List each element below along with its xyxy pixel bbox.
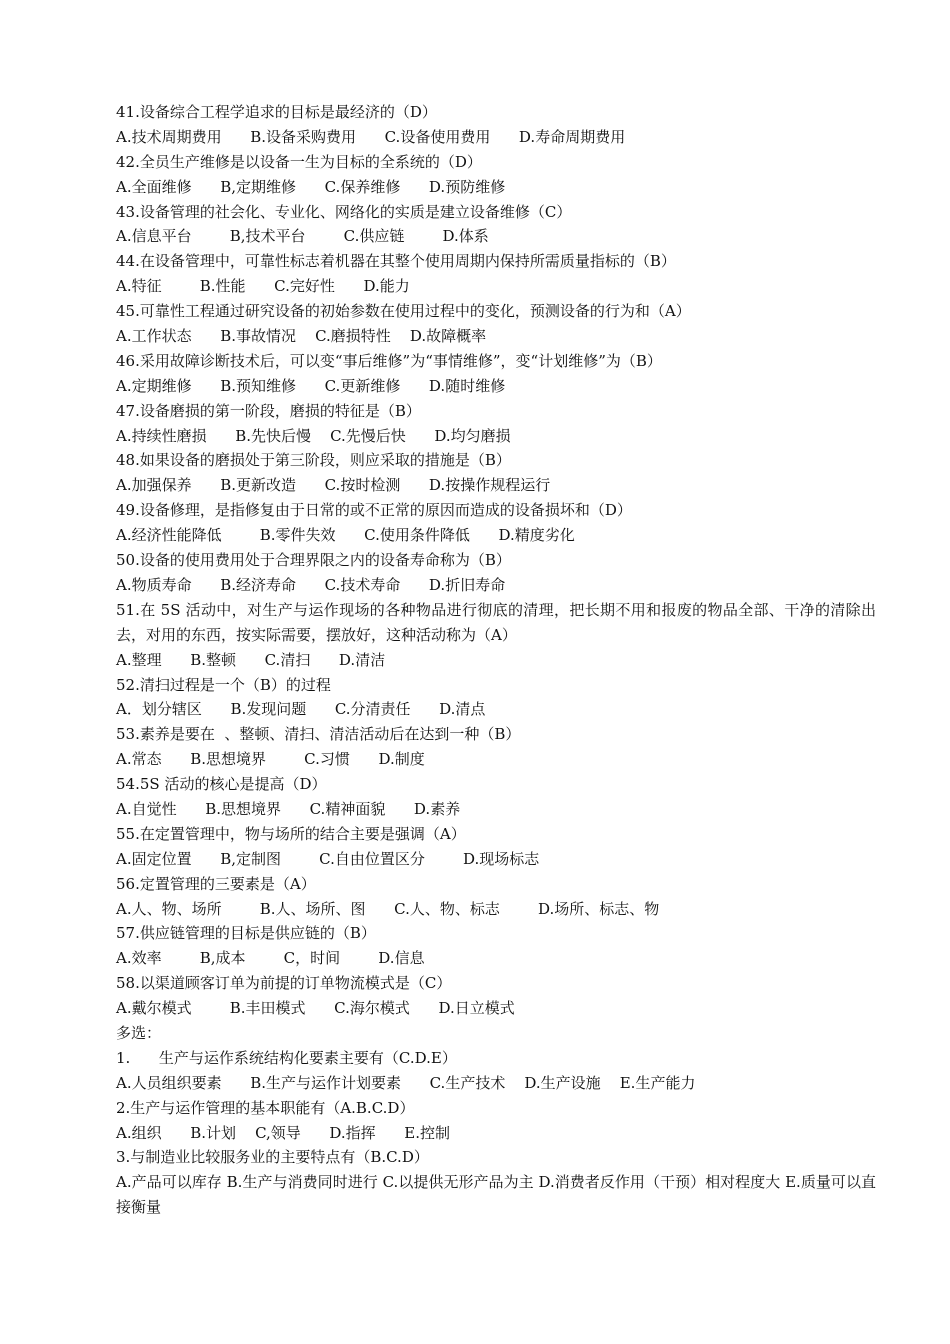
question-55: 55.在定置管理中，物与场所的结合主要是强调（A） [116, 824, 466, 843]
question-43: 43.设备管理的社会化、专业化、网络化的实质是建立设备维修（C） [116, 202, 572, 221]
multi-question-1: 1. 生产与运作系统结构化要素主要有（C.D.E） [116, 1048, 457, 1067]
options-44: A.特征 B.性能 C.完好性 D.能力 [116, 277, 410, 296]
options-45: A.工作状态 B.事故情况 C.磨损特性 D.故障概率 [116, 327, 487, 346]
section-heading-multiple-choice: 多选： [116, 1023, 162, 1042]
options-53: A.常态 B.思想境界 C.习惯 D.制度 [116, 750, 425, 769]
options-55: A.固定位置 B,定制图 C.自由位置区分 D.现场标志 [116, 849, 540, 868]
question-47: 47.设备磨损的第一阶段，磨损的特征是（B） [116, 401, 421, 420]
question-58: 58.以渠道顾客订单为前提的订单物流模式是（C） [116, 974, 452, 993]
options-52: A．划分辖区 B.发现问题 C.分清责任 D.清点 [116, 700, 486, 719]
options-58: A.戴尔模式 B.丰田模式 C.海尔模式 D.日立模式 [116, 999, 515, 1018]
question-50: 50.设备的使用费用处于合理界限之内的设备寿命称为（B） [116, 551, 511, 570]
document-page [116, 100, 876, 1220]
multi-question-2: 2.生产与运作管理的基本职能有（A.B.C.D） [116, 1098, 415, 1117]
options-57: A.效率 B,成本 C，时间 D.信息 [116, 949, 425, 968]
question-51: 51.在 5S 活动中，对生产与运作现场的各种物品进行彻底的清理，把长期不用和报废的物品全部、干净的清除出去，对用的东西，按实际需要，摆放好，这种活动称为（A） [116, 600, 876, 644]
question-44: 44.在设备管理中，可靠性标志着机器在其整个使用周期内保持所需质量指标的（B） [116, 252, 676, 271]
question-48: 48.如果设备的磨损处于第三阶段，则应采取的措施是（B） [116, 451, 511, 470]
options-47: A.持续性磨损 B.先快后慢 C.先慢后快 D.均匀磨损 [116, 426, 511, 445]
multi-question-3: 3.与制造业比较服务业的主要特点有（B.C.D） [116, 1148, 429, 1167]
question-54: 54.5S 活动的核心是提高（D） [116, 775, 327, 794]
multi-options-1: A.人员组织要素 B.生产与运作计划要素 C.生产技术 D.生产设施 E.生产能力 [116, 1073, 696, 1092]
options-42: A.全面维修 B,定期维修 C.保养维修 D.预防维修 [116, 177, 506, 196]
options-51: A.整理 B.整顿 C.清扫 D.清洁 [116, 650, 386, 669]
multi-options-3: A.产品可以库存 B.生产与消费同时进行 C.以提供无形产品为主 D.消费者反作用（干预）相对程度大 E.质量可以直接衡量 [116, 1173, 876, 1217]
options-41: A.技术周期费用 B.设备采购费用 C.设备使用费用 D.寿命周期费用 [116, 127, 626, 146]
question-53: 53.素养是要在 、整顿、清扫、清洁活动后在达到一种（B） [116, 725, 521, 744]
options-48: A.加强保养 B.更新改造 C.按时检测 D.按操作规程运行 [116, 476, 551, 495]
question-42: 42.全员生产维修是以设备一生为目标的全系统的（D） [116, 152, 482, 171]
question-52: 52.清扫过程是一个（B）的过程 [116, 675, 331, 694]
options-43: A.信息平台 B,技术平台 C.供应链 D.体系 [116, 227, 489, 246]
question-45: 45.可靠性工程通过研究设备的初始参数在使用过程中的变化，预测设备的行为和（A） [116, 302, 691, 321]
question-49: 49.设备修理，是指修复由于日常的或不正常的原因而造成的设备损坏和（D） [116, 501, 632, 520]
question-46: 46.采用故障诊断技术后，可以变“事后维修”为“事情维修”，变“计划维修”为（B） [116, 351, 662, 370]
multi-options-2: A.组织 B.计划 C,领导 D.指挥 E.控制 [116, 1123, 450, 1142]
question-41: 41.设备综合工程学追求的目标是最经济的（D） [116, 103, 437, 121]
options-49: A.经济性能降低 B.零件失效 C.使用条件降低 D.精度劣化 [116, 526, 575, 545]
question-56: 56.定置管理的三要素是（A） [116, 874, 316, 893]
options-46: A.定期维修 B.预知维修 C.更新维修 D.随时维修 [116, 376, 506, 395]
options-50: A.物质寿命 B.经济寿命 C.技术寿命 D.折旧寿命 [116, 575, 506, 594]
question-57: 57.供应链管理的目标是供应链的（B） [116, 924, 376, 943]
options-54: A.自觉性 B.思想境界 C.精神面貌 D.素养 [116, 799, 461, 818]
options-56: A.人、物、场所 B.人、场所、图 C.人、物、标志 D.场所、标志、物 [116, 899, 660, 918]
